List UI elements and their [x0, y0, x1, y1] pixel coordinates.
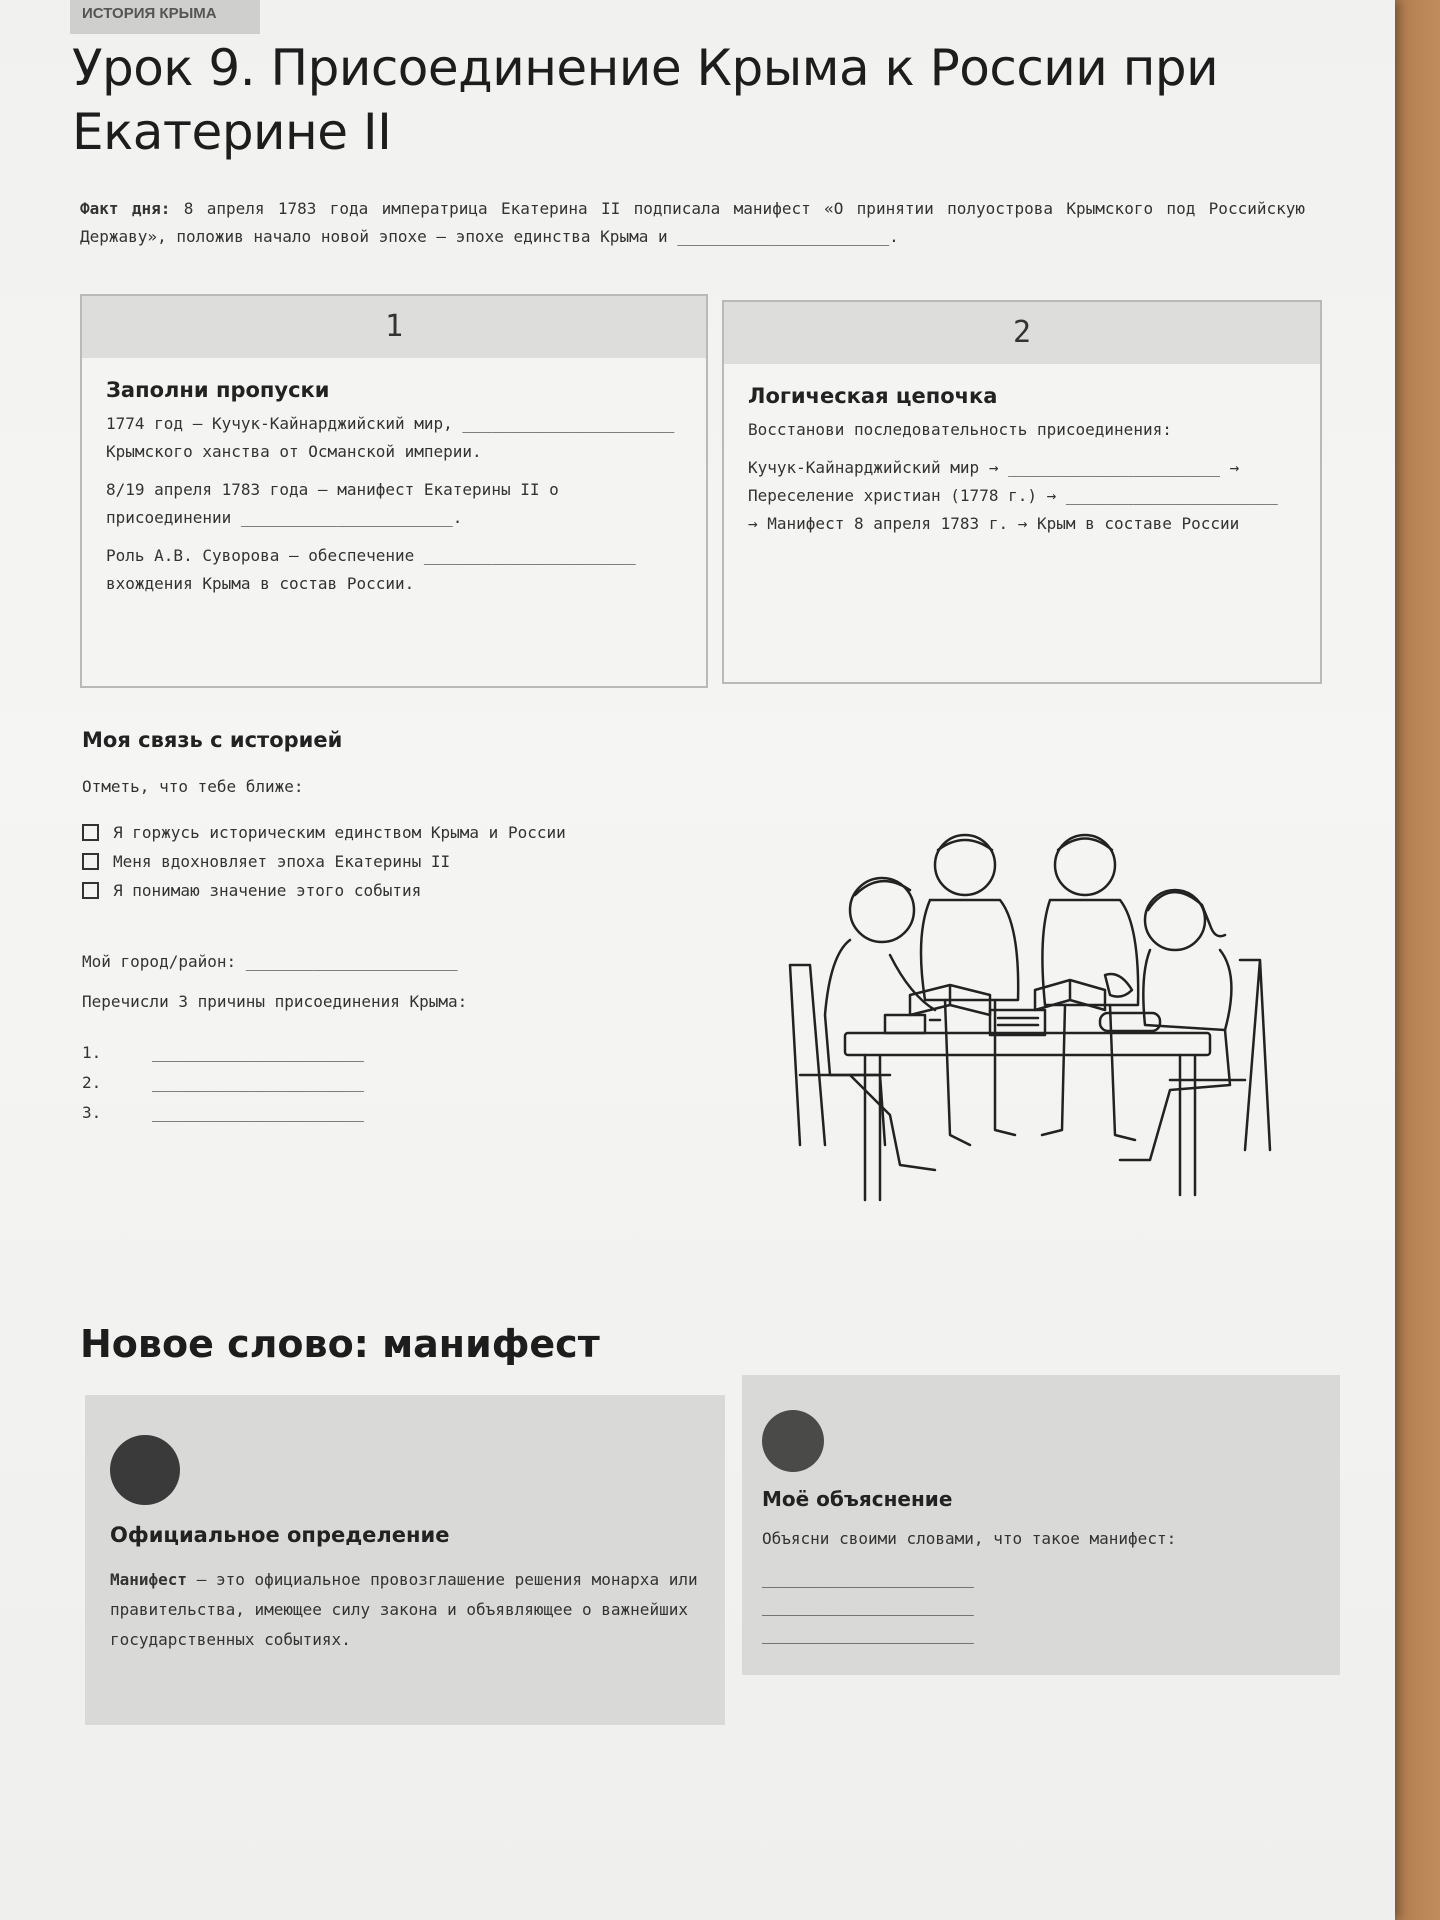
- option-2[interactable]: Меня вдохновляет эпоха Екатерины II: [82, 847, 566, 876]
- option-3[interactable]: Я понимаю значение этого события: [82, 876, 566, 905]
- task-box-1: [80, 294, 708, 688]
- reasons-list: [82, 1038, 364, 1128]
- task-box-2: [722, 300, 1322, 684]
- coin-icon: [762, 1410, 824, 1472]
- official-definition-panel: [85, 1395, 725, 1725]
- connection-title: Моя связь с историей: [82, 728, 343, 752]
- checkbox[interactable]: [82, 824, 99, 841]
- fact-text: 8 апреля 1783 года императрица Екатерина II подписала манифест «О принятии полуострова Крымского под Российскую Державу», положив начало новой эпохе — эпохе единства Крыма и ______________________.: [80, 199, 1306, 246]
- task-number: 2: [724, 302, 1320, 364]
- official-definition-title: Официальное определение: [110, 1523, 450, 1547]
- checkbox[interactable]: [82, 853, 99, 870]
- reason-line[interactable]: 1. ______________________: [82, 1043, 364, 1062]
- my-explanation-title: Моё объяснение: [762, 1487, 953, 1511]
- my-explanation-panel: [742, 1375, 1340, 1675]
- fact-of-the-day: [80, 195, 1305, 251]
- reasons-prompt: Перечисли 3 причины присоединения Крыма:: [82, 992, 468, 1011]
- answer-line[interactable]: ______________________: [762, 1597, 974, 1616]
- my-explanation-prompt: Объясни своими словами, что такое манифест:: [762, 1529, 1177, 1548]
- city-field[interactable]: Мой город/район: ______________________: [82, 952, 458, 971]
- checkbox[interactable]: [82, 882, 99, 899]
- lesson-title: Урок 9. Присоединение Крыма к России при Екатерине II: [72, 39, 1219, 161]
- fill-line-2[interactable]: 8/19 апреля 1783 года — манифест Екатерины II о присоединении ______________________.: [106, 480, 559, 527]
- reason-line[interactable]: 3. ______________________: [82, 1103, 364, 1122]
- answer-line[interactable]: ______________________: [762, 1569, 974, 1588]
- fill-line-3[interactable]: Роль А.В. Суворова — обеспечение ______________________ вхождения Крыма в состав России.: [106, 546, 636, 593]
- bullet-circle-icon: [110, 1435, 180, 1505]
- task-number: 1: [82, 296, 706, 358]
- answer-line[interactable]: ______________________: [762, 1625, 974, 1644]
- logic-chain[interactable]: Кучук-Кайнарджийский мир → ______________________ → Переселение христиан (1778 г.) → ______________________ → Манифест 8 апреля 1783 г. → Крым в составе России: [748, 458, 1278, 533]
- fill-line-1[interactable]: 1774 год — Кучук-Кайнарджийский мир, ______________________ Крымского ханства от Османской империи.: [106, 414, 675, 461]
- checkbox-list: [82, 818, 566, 905]
- task-title: Заполни пропуски: [106, 378, 330, 402]
- subject-tag: ИСТОРИЯ КРЫМА: [70, 0, 260, 34]
- reason-line[interactable]: 2. ______________________: [82, 1073, 364, 1092]
- official-definition-text: [110, 1565, 700, 1655]
- fact-label: Факт дня:: [80, 199, 171, 218]
- connection-prompt: Отметь, что тебе ближе:: [82, 777, 304, 796]
- option-1[interactable]: Я горжусь историческим единством Крыма и России: [82, 818, 566, 847]
- students-reading-illustration: [770, 815, 1280, 1210]
- task-title: Логическая цепочка: [748, 384, 998, 408]
- definition-body: — это официальное провозглашение решения монарха или правительства, имеющее силу закона и объявляющее о важнейших государственных событиях.: [110, 1570, 698, 1649]
- new-word-title: Новое слово: манифест: [80, 1322, 600, 1366]
- definition-term: Манифест: [110, 1570, 188, 1589]
- chain-intro: Восстанови последовательность присоединения:: [748, 420, 1172, 439]
